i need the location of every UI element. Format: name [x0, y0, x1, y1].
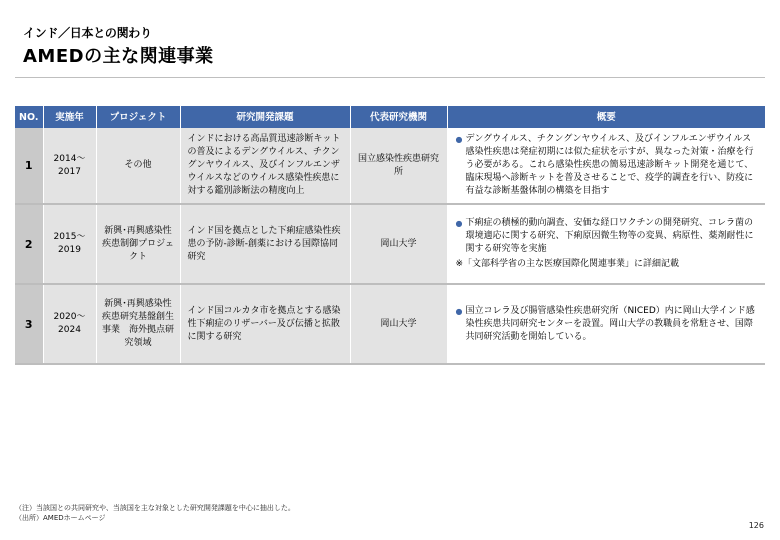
row-institution: 国立感染性疾患研究所: [350, 128, 447, 204]
row-summary: [447, 128, 765, 204]
table-row: [15, 128, 765, 204]
row-years: [43, 204, 96, 284]
column-header-project: プロジェクト: [96, 106, 180, 128]
row-number: 1: [15, 128, 43, 204]
row-summary: [447, 284, 765, 364]
row-topic: インド国を拠点とした下痢症感染性疾患の予防-診断-創薬における国際協同研究: [180, 204, 350, 284]
footnotes: [15, 503, 295, 523]
bullet-icon: ●: [455, 135, 463, 144]
amed-projects-table: [15, 106, 765, 365]
section-subtitle: インド／日本との関わり: [23, 26, 152, 40]
summary-text: 国立コレラ及び腸管感染性疾患研究所（NICED）内に岡山大学インド感染性疾患共同研究センターを設置。岡山大学の教職員を常駐させ、国際共同研究活動を開始している。: [465, 305, 755, 342]
years-end: 2017: [58, 166, 81, 177]
row-years: [43, 284, 96, 364]
row-project: 新興･再興感染性疾患研究基盤創生事業 海外拠点研究領域: [96, 284, 180, 364]
footnote-note: （注）当該国との共同研究や、当該国を主な対象とした研究開発課題を中心に抽出した。: [15, 504, 295, 512]
row-institution: 岡山大学: [350, 204, 447, 284]
table-header-row: [15, 106, 765, 128]
summary-text: デングウイルス、チクングンヤウイルス、及びインフルエンザウイルス感染性疾患は発症初期には似た症状を示すが、異なった対策・治療を行う必要がある。これら感染性疾患の簡易迅速診断キット開発を通じて、臨床現場へ診断キットを普及させることで、疫学的調査を行い、防疫に有益な診断基盤体制の構築を目指す: [465, 134, 754, 196]
row-topic: インド国コルカタ市を拠点とする感染性下痢症のリザーバー及び伝播と拡散に関する研究: [180, 284, 350, 364]
column-header-years: 実施年: [43, 106, 96, 128]
bullet-icon: ●: [455, 306, 463, 316]
row-project: 新興･再興感染性疾患制御プロジェクト: [96, 204, 180, 284]
row-years: [43, 128, 96, 204]
summary-text: 下痢症の積極的動向調査、安価な経口ワクチンの開発研究、コレラ菌の環境適応に関する研究、下痢原因微生物等の変異、病原性、薬剤耐性に関する研究等を実施: [465, 218, 754, 254]
page-title: AMEDの主な関連事業: [23, 46, 214, 67]
years-start: 2014～: [53, 153, 86, 164]
bullet-icon: ●: [455, 219, 463, 228]
column-header-summary: 概要: [447, 106, 765, 128]
table-row: [15, 284, 765, 364]
table-row: [15, 204, 765, 284]
footnote-source: （出所）AMEDホームページ: [15, 514, 106, 522]
title-divider: [15, 77, 765, 78]
years-end: 2019: [58, 245, 81, 255]
row-topic: インドにおける高品質迅速診断キットの普及によるデングウイルス、チクングンヤウイルス、及びインフルエンザウイルスなどのウイルス感染性疾患に対する鑑別診断法の精度向上: [180, 128, 350, 204]
years-start: 2020～: [53, 312, 86, 322]
column-header-no: NO.: [15, 106, 43, 128]
years-start: 2015～: [53, 232, 86, 242]
row-institution: 岡山大学: [350, 284, 447, 364]
column-header-institution: 代表研究機関: [350, 106, 447, 128]
summary-note: ※「文部科学省の主な医療国際化関連事業」に詳細記載: [455, 259, 680, 269]
row-number: 3: [15, 284, 43, 364]
column-header-topic: 研究開発課題: [180, 106, 350, 128]
years-end: 2024: [58, 325, 81, 335]
row-summary: [447, 204, 765, 284]
row-project: その他: [96, 128, 180, 204]
page-number: 126: [748, 521, 764, 530]
row-number: 2: [15, 204, 43, 284]
